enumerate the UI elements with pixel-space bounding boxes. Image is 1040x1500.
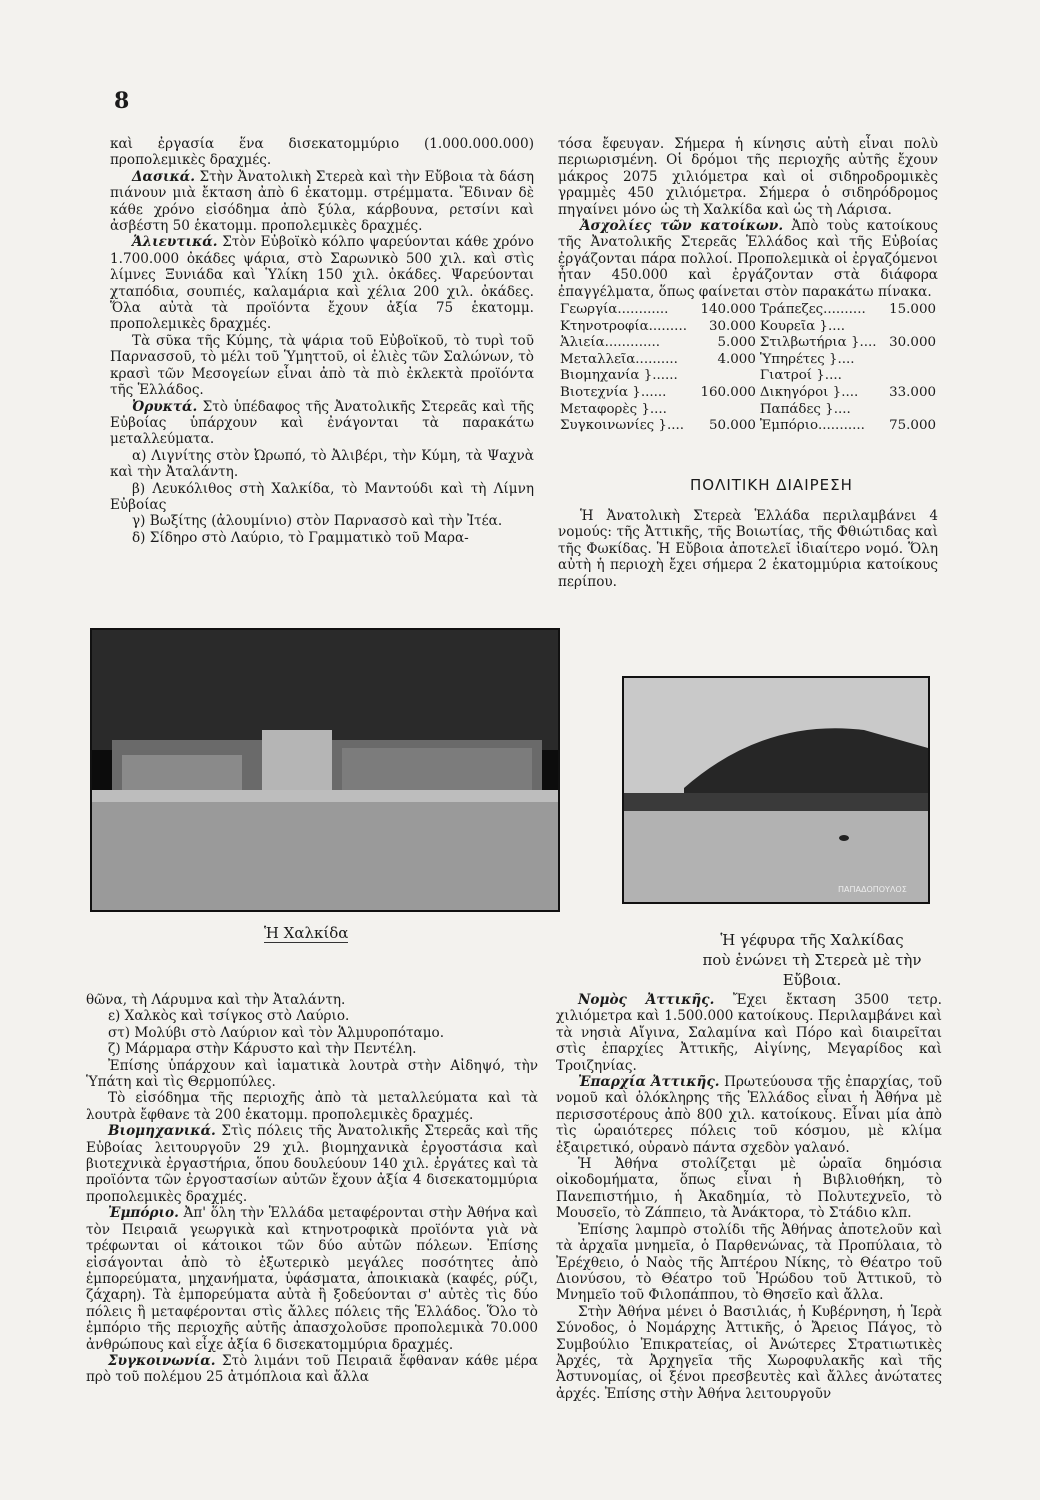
photo-chalkida-bridge	[622, 676, 930, 904]
paragraph-label: Ὀρυκτά.	[132, 398, 198, 415]
occupation-name: Μεταλλεῖα..........	[560, 351, 678, 367]
paragraph	[556, 1222, 942, 1304]
occupation-name: Ἁλιεία.............	[560, 335, 660, 351]
occupation-name: Ὑπηρέτες }....	[759, 351, 855, 367]
occupation-count	[696, 368, 758, 385]
paragraph	[86, 1353, 538, 1386]
paragraph-text: α) Λιγνίτης στὸν Ὠρωπό, τὸ Ἀλιβέρι, τὴν Κύμη, τὰ Ψαχνὰ καὶ τὴν Ἀταλάντη.	[110, 447, 534, 481]
paragraph	[110, 169, 534, 235]
paragraph	[86, 1123, 538, 1205]
occupation-count: 75.000	[889, 418, 936, 434]
paragraph-text: τόσα ἔφευγαν. Σήμερα ἡ κίνησις αὐτὴ εἶναι πολὺ περιωρισμένη. Οἱ δρόμοι τῆς περιοχῆς αὐτῆς ἔχουν μάκρος 2075 χιλιόμετρα καὶ οἱ σιδηροδρομικὲς γραμμὲς 450 χιλιόμετρα. Σήμερα ὁ σιδηρόδρομος πηγαίνει μόνο ὡς τὴ Χαλκίδα καὶ ὡς τὴ Λάρισα.	[558, 136, 938, 218]
paragraph-text: Στὴν Ἀθήνα μένει ὁ Βασιλιάς, ἡ Κυβέρνηση, ἡ Ἱερὰ Σύνοδος, ὁ Νομάρχης Ἀττικῆς, ὁ Ἄρειος Πάγος, τὸ Συμβούλιο Ἐπικρατείας, οἱ Ἀνώτερες Στρατιωτικὲς Ἀρχές, τὰ Ἀρχηγεῖα τῆς Χωροφυλακῆς καὶ τῆς Ἀστυνομίας, οἱ ξένοι πρεσβευτὲς καὶ ἄλλες ἀνώτατες ἀρχές. Ἐπίσης στὴν Ἀθήνα λειτουργοῦν	[556, 1303, 942, 1402]
paragraph	[86, 1025, 538, 1041]
political-division-text	[558, 508, 938, 590]
occupation-name: Τράπεζες..........	[759, 302, 866, 318]
paragraph	[556, 1304, 942, 1402]
paragraph-text: Πρωτεύουσα τῆς ἐπαρχίας, τοῦ νομοῦ καὶ ὁλόκληρης τῆς Ἑλλάδος εἶναι ἡ Ἀθήνα μὲ περισσοτέρους ἀπὸ 800 χιλ. κατοίκους. Εἶναι μία ἀπὸ τὶς ὡραιότερες πόλεις τοῦ κόσμου, μὲ κλίμα ἐξαιρετικό, οὐρανὸ πάντα σχεδὸν γαλανό.	[556, 1074, 942, 1156]
paragraph	[558, 136, 938, 218]
paragraph	[556, 1074, 942, 1156]
paragraph	[558, 508, 938, 590]
occupation-count: 4.000	[717, 351, 756, 367]
occupation-name: Βιοτεχνία }......	[560, 385, 667, 401]
paragraph	[556, 992, 942, 1074]
occupation-name: Κτηνοτροφία.........	[560, 318, 687, 334]
paragraph-text: καὶ ἐργασία ἕνα δισεκατομμύριο (1.000.000.000) προπολεμικὲς δραχμές.	[110, 136, 534, 169]
occupation-name: Δικηγόροι }....	[759, 385, 859, 401]
paragraph	[86, 992, 538, 1008]
table-row	[558, 335, 938, 352]
column-top-left	[110, 136, 534, 546]
paragraph-text: Ἀπ' ὅλη τὴν Ἑλλάδα μεταφέρονται στὴν Ἀθήνα καὶ τὸν Πειραιᾶ γεωργικὰ καὶ κτηνοτροφικὰ προϊόντα γιὰ νὰ τρέφωνται οἱ κάτοικοι τῶν δύο αὐτῶν πόλεων. Ἐπίσης εἰσάγονται ἀπὸ τὸ ἐξωτερικὸ μεγάλες ποσότητες ἀπὸ ἐμπορεύματα, μηχανήματα, ὑφάσματα, ἀποικιακὰ (καφές, ρύζι, ζάχαρη). Τὰ ἐμπορεύματα αὐτὰ ἢ ξοδεύονται σ' αὐτὲς τὶς δύο πόλεις ἢ μεταφέρονται στὶς ἄλλες πόλεις τῆς Ἑλλάδος. Ὅλο τὸ ἐμπόριο τῆς περιοχῆς αὐτῆς ἀπασχολοῦσε προπολεμικὰ 70.000 ἀνθρώπους καὶ εἶχε ἀξία 6 δισεκατομμύρια δραχμές.	[86, 1205, 538, 1353]
paragraph-text: δ) Σίδηρο στὸ Λαύριο, τὸ Γραμματικὸ τοῦ Μαρα-	[132, 529, 469, 546]
paragraph-label: Ἐμπόριο.	[108, 1205, 179, 1222]
occupation-name: Συγκοινωνίες }....	[560, 418, 684, 434]
paragraph-text: Ἔχει ἔκταση 3500 τετρ. χιλιόμετρα καὶ 1.500.000 κατοίκους. Περιλαμβάνει καὶ τὰ νησιὰ Αἴγινα, Σαλαμίνα καὶ Πόρο καὶ διαιρεῖται στὶς ἐπαρχίες Ἀττικῆς, Αἰγίνης, Μεγαρίδος καὶ Τροιζηνίας.	[556, 992, 942, 1074]
occupation-count: 160.000	[700, 385, 756, 401]
photo-credit: ΠΑΠΑΔΟΠΟΥΛΟΣ	[838, 885, 907, 894]
paragraph	[110, 530, 534, 546]
page-number: 8	[114, 88, 130, 114]
section-title: ΠΟΛΙΤΙΚΗ ΔΙΑΙΡΕΣΗ	[690, 476, 853, 494]
occupation-name: Βιομηχανία }......	[560, 368, 678, 384]
paragraph-text: Στὶς πόλεις τῆς Ἀνατολικῆς Στερεᾶς καὶ τῆς Εὐβοίας λειτουργοῦν 29 χιλ. βιομηχανικὰ ἐργοστάσια καὶ βιοτεχνικὰ ἐργαστήρια, ὅπου δουλεύουν 140 χιλ. ἐργάτες καὶ τὰ προϊόντα τῶν ἐργοστασίων αὐτῶν ἔχουν ἀξία 4 δισεκατομμύρια προπολεμικὲς δραχμές.	[86, 1123, 538, 1205]
occupation-count	[885, 402, 938, 419]
occupation-count: 33.000	[889, 385, 936, 401]
paragraph-text: Τὸ εἰσόδημα τῆς περιοχῆς ἀπὸ τὰ μεταλλεύματα καὶ τὰ λουτρὰ ἔφθανε τὰ 200 ἑκατομμ. προπολεμικὲς δραχμές.	[86, 1090, 538, 1123]
paragraph-label: Βιομηχανικά.	[108, 1123, 216, 1140]
occupation-name: Στιλβωτήρια }....	[759, 335, 877, 351]
occupation-count: 15.000	[889, 302, 936, 318]
paragraph-text: Ἡ Ἀνατολικὴ Στερεὰ Ἑλλάδα περιλαμβάνει 4 νομούς: τῆς Ἀττικῆς, τῆς Βοιωτίας, τῆς Φθιώτιδας καὶ τῆς Φωκίδας. Ἡ Εὔβοια ἀποτελεῖ ἰδιαίτερο νομό. Ὅλη αὐτὴ ἡ περιοχὴ ἔχει σήμερα 2 ἑκατομμύρια κατοίκους περίπου.	[558, 508, 938, 590]
occupation-name: Γιατροί }....	[759, 368, 842, 384]
photo-chalkida	[90, 628, 560, 912]
paragraph	[86, 1041, 538, 1057]
paragraph-text: Τὰ σῦκα τῆς Κύμης, τὰ ψάρια τοῦ Εὐβοϊκοῦ, τὸ τυρὶ τοῦ Παρνασσοῦ, τὸ μέλι τοῦ Ὑμηττοῦ, οἱ ἐλιὲς τῶν Σαλώνων, τὸ κρασὶ τῶν Μεσογείων εἶναι ἀπὸ τὰ πιὸ ἐκλεκτὰ προϊόντα τῆς Ἑλλάδος.	[110, 332, 534, 399]
occupation-count: 50.000	[709, 418, 756, 434]
occupation-count: 5.000	[717, 335, 756, 351]
paragraph	[86, 1008, 538, 1024]
table-row	[558, 385, 938, 402]
paragraph	[558, 218, 938, 300]
paragraph	[556, 1156, 942, 1222]
occupation-count	[885, 319, 938, 336]
paragraph-label: Ἀσχολίες τῶν κατοίκων.	[580, 218, 784, 235]
table-row	[558, 319, 938, 336]
caption-bridge	[672, 930, 952, 990]
paragraph	[110, 136, 534, 169]
occupation-count: 140.000	[700, 302, 756, 318]
paragraph	[86, 1205, 538, 1353]
caption-bridge-line1: Ἡ γέφυρα τῆς Χαλκίδας	[720, 931, 904, 949]
column-bottom-left	[86, 992, 538, 1386]
table-row	[558, 402, 938, 419]
paragraph	[86, 1090, 538, 1123]
table-row	[558, 368, 938, 385]
paragraph-text: Ἐπίσης λαμπρὸ στολίδι τῆς Ἀθήνας ἀποτελοῦν καὶ τὰ ἀρχαῖα μνημεῖα, ὁ Παρθενώνας, τὰ Προπύλαια, τὸ Ἐρέχθειο, ὁ Ναὸς τῆς Ἀπτέρου Νίκης, τὸ Θέατρο τοῦ Διονύσου, τὸ Θέατρο τοῦ Ἡρώδου τοῦ Ἀττικοῦ, τὸ Μνημεῖο τοῦ Φιλοπάππου, τὸ Θησεῖο καὶ ἄλλα.	[556, 1221, 942, 1304]
occupation-count: 30.000	[889, 335, 936, 351]
table-row	[558, 418, 938, 435]
paragraph	[110, 448, 534, 481]
paragraph-label: Συγκοινωνία.	[108, 1352, 216, 1369]
occupation-name: Κουρεῖα }....	[759, 318, 845, 334]
table-row	[558, 352, 938, 369]
occupation-count	[696, 402, 758, 419]
occupation-name: Μεταφορὲς }....	[560, 401, 667, 417]
paragraph	[86, 1058, 538, 1091]
column-top-right	[558, 136, 938, 435]
paragraph	[110, 399, 534, 448]
paragraph-text: Στὴν Ἀνατολικὴ Στερεὰ καὶ τὴν Εὔβοια τὰ δάση πιάνουν μιὰ ἔκταση ἀπὸ 6 ἑκατομμ. στρέμματα. Ἔδιναν δὲ κάθε χρόνο εἰσόδημα ἀπὸ ξύλα, κάρβουνα, ρετσίνι καὶ ἀσβέστη 50 ἑκατομμ. προπολεμικὲς δραχμές.	[110, 168, 534, 235]
paragraph-text: θῶνα, τὴ Λάρυμνα καὶ τὴν Ἀταλάντη.	[86, 992, 346, 1008]
occupation-name: Ἐμπόριο...........	[759, 418, 865, 434]
paragraph-text: γ) Βωξίτης (ἀλουμίνιο) στὸν Παρνασσὸ καὶ τὴν Ἰτέα.	[132, 513, 503, 530]
transport-and-occupations-text	[558, 136, 938, 300]
paragraph-text: β) Λευκόλιθος στὴ Χαλκίδα, τὸ Μαντούδι καὶ τὴ Λίμνη Εὐβοίας	[110, 480, 534, 513]
paragraph-text: Ἐπίσης ὑπάρχουν καὶ ἰαματικὰ λουτρὰ στὴν Αἰδηψό, τὴν Ὑπάτη καὶ τὶς Θερμοπύλες.	[86, 1057, 538, 1091]
occupation-name: Παπάδες }....	[759, 401, 851, 417]
paragraph	[110, 513, 534, 529]
paragraph	[110, 234, 534, 332]
occupation-count	[885, 368, 938, 385]
paragraph-label: Νομὸς Ἀττικῆς.	[578, 992, 715, 1008]
paragraph-text: Στὸ λιμάνι τοῦ Πειραιᾶ ἔφθαναν κάθε μέρα πρὸ τοῦ πολέμου 25 ἀτμόπλοια καὶ ἄλλα	[86, 1352, 538, 1386]
occupation-count: 30.000	[709, 318, 756, 334]
paragraph	[110, 333, 534, 399]
paragraph-text: Ἡ Ἀθήνα στολίζεται μὲ ὡραῖα δημόσια οἰκοδομήματα, ὅπως εἶναι ἡ Βιβλιοθήκη, τὸ Πανεπιστήμιο, ἡ Ἀκαδημία, τὸ Πολυτεχνεῖο, τὸ Μουσεῖο, τὸ Ζάππειο, τὰ Ἀνάκτορα, τὸ Στάδιο κλπ.	[556, 1156, 942, 1222]
occupations-table	[558, 302, 938, 435]
paragraph-text: στ) Μολύβι στὸ Λαύριον καὶ τὸν Ἁλμυροπόταμο.	[108, 1024, 445, 1041]
paragraph-text: Ἀπὸ τοὺς κατοίκους τῆς Ἀνατολικῆς Στερεᾶς Ἑλλάδος καὶ τῆς Εὐβοίας ἐργάζονται πάρα πολλοί. Προπολεμικὰ οἱ ἐργαζόμενοι ἦταν 450.000 καὶ ἐργάζονταν στὰ διάφορα ἐπαγγέλματα, ὅπως φαίνεται στὸν παρακάτω πίνακα.	[558, 218, 939, 300]
paragraph-label: Ἐπαρχία Ἀττικῆς.	[578, 1074, 720, 1091]
caption-bridge-line2: ποὺ ἑνώνει τὴ Στερεὰ μὲ τὴν Εὔβοια.	[702, 951, 922, 989]
occupation-count	[885, 352, 938, 369]
table-row	[558, 302, 938, 319]
caption-chalkida: Ἡ Χαλκίδα	[264, 924, 349, 942]
paragraph-text: ε) Χαλκὸς καὶ τσίγκος στὸ Λαύριο.	[108, 1008, 350, 1025]
paragraph-text: Στὸ ὑπέδαφος τῆς Ἀνατολικῆς Στερεᾶς καὶ τῆς Εὐβοίας ὑπάρχουν καὶ ἐνάγονται τὰ παρακάτω μεταλλεύματα.	[110, 398, 534, 448]
paragraph-label: Ἁλιευτικά.	[132, 234, 218, 251]
paragraph-text: ζ) Μάρμαρα στὴν Κάρυστο καὶ τὴν Πεντέλη.	[108, 1041, 417, 1058]
occupation-name: Γεωργία............	[560, 302, 669, 318]
column-bottom-right	[556, 992, 942, 1402]
paragraph-text: Στὸν Εὐβοϊκὸ κόλπο ψαρεύονται κάθε χρόνο 1.700.000 ὀκάδες ψάρια, στὸ Σαρωνικὸ 500 χιλ. καὶ στὶς λίμνες Ξυνιάδα καὶ Ὑλίκη 150 χιλ. ὀκάδες. Ψαρεύονται χταπόδια, σουπιές, καλαμάρια καὶ χέλια 200 χιλ. ὀκάδες. Ὅλα αὐτὰ τὰ προϊόντα ἔχουν ἀξία 75 ἑκατομμ. προπολεμικὲς δραχμές.	[110, 234, 534, 333]
paragraph-label: Δασικά.	[132, 168, 195, 185]
paragraph	[110, 481, 534, 514]
